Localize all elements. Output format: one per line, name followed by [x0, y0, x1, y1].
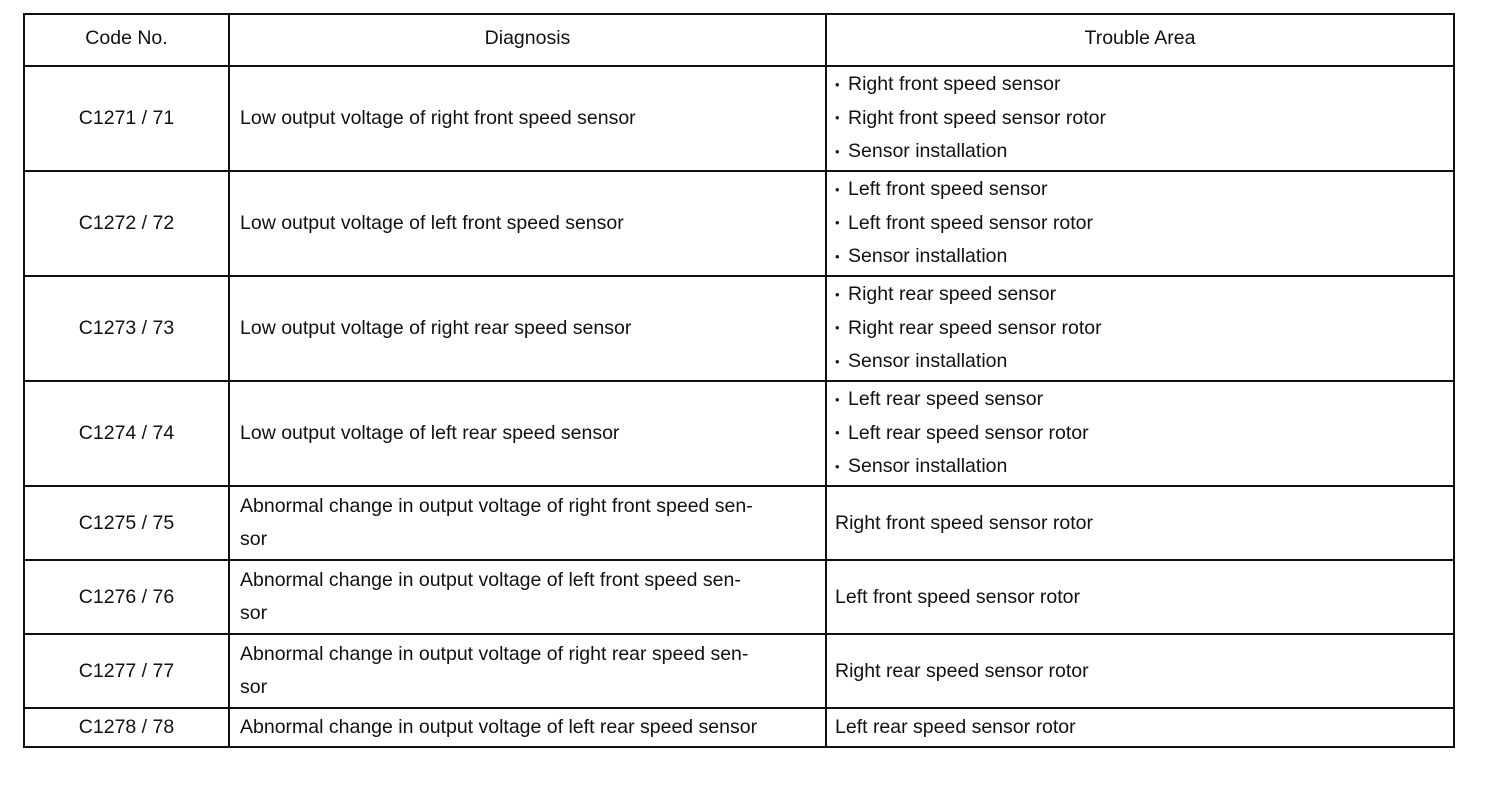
- diagnosis-line: sor: [240, 676, 268, 698]
- trouble-area-item: [835, 278, 1443, 311]
- dtc-table: [23, 13, 1455, 748]
- table-row: [24, 276, 1454, 381]
- diagnosis-cell: Low output voltage of left rear speed sensor: [229, 381, 826, 486]
- table-row: [24, 171, 1454, 276]
- trouble-area-list: [835, 68, 1443, 168]
- bullet-icon: •: [835, 76, 840, 92]
- code-cell: C1276 / 76: [24, 560, 229, 634]
- trouble-area-item: [835, 240, 1443, 273]
- trouble-area-item: [835, 207, 1443, 240]
- code-cell: C1275 / 75: [24, 486, 229, 560]
- diagnosis-cell: Low output voltage of right front speed sensor: [229, 66, 826, 171]
- bullet-icon: •: [835, 320, 840, 336]
- bullet-icon: •: [835, 425, 840, 441]
- diagnosis-line: sor: [240, 602, 268, 624]
- trouble-area-item: [835, 345, 1443, 378]
- table-row: [24, 560, 1454, 634]
- trouble-area-text: Left rear speed sensor rotor: [848, 421, 1089, 444]
- table-body: [24, 66, 1454, 747]
- bullet-icon: •: [835, 143, 840, 159]
- diagnosis-line: Abnormal change in output voltage of right front speed sen-: [240, 495, 753, 517]
- trouble-area-text: Sensor installation: [848, 140, 1008, 163]
- trouble-area-cell: Right front speed sensor rotor: [826, 486, 1454, 560]
- header-diagnosis: Diagnosis: [229, 14, 826, 66]
- trouble-area-item: [835, 173, 1443, 206]
- trouble-area-cell: Right rear speed sensor rotor: [826, 634, 1454, 708]
- header-code: Code No.: [24, 14, 229, 66]
- trouble-area-text: Right front speed sensor rotor: [848, 106, 1106, 129]
- code-cell: C1272 / 72: [24, 171, 229, 276]
- bullet-icon: •: [835, 110, 840, 126]
- trouble-area-item: [835, 417, 1443, 450]
- trouble-area-item: [835, 312, 1443, 345]
- trouble-area-text: Left front speed sensor rotor: [848, 211, 1093, 234]
- bullet-icon: •: [835, 181, 840, 197]
- trouble-area-cell: [826, 171, 1454, 276]
- trouble-area-cell: Left front speed sensor rotor: [826, 560, 1454, 634]
- trouble-area-item: [835, 450, 1443, 483]
- trouble-area-text: Sensor installation: [848, 455, 1008, 478]
- trouble-area-text: Left front speed sensor: [848, 178, 1048, 201]
- trouble-area-cell: [826, 276, 1454, 381]
- bullet-icon: •: [835, 391, 840, 407]
- trouble-area-text: Sensor installation: [848, 350, 1008, 373]
- bullet-icon: •: [835, 353, 840, 369]
- bullet-icon: •: [835, 215, 840, 231]
- table-row: [24, 486, 1454, 560]
- diagnosis-line: sor: [240, 528, 268, 550]
- table-row: [24, 381, 1454, 486]
- code-cell: C1278 / 78: [24, 708, 229, 747]
- trouble-area-text: Right rear speed sensor rotor: [848, 316, 1102, 339]
- trouble-area-text: Sensor installation: [848, 245, 1008, 268]
- trouble-area-cell: Left rear speed sensor rotor: [826, 708, 1454, 747]
- table-row: [24, 66, 1454, 171]
- trouble-area-item: [835, 135, 1443, 168]
- table-header: [24, 14, 1454, 66]
- trouble-area-item: [835, 68, 1443, 101]
- table-row: [24, 708, 1454, 747]
- trouble-area-cell: [826, 381, 1454, 486]
- bullet-icon: •: [835, 458, 840, 474]
- diagnosis-line: Abnormal change in output voltage of right rear speed sen-: [240, 643, 749, 665]
- trouble-area-text: Right rear speed sensor: [848, 283, 1057, 306]
- trouble-area-list: [835, 383, 1443, 483]
- bullet-icon: •: [835, 248, 840, 264]
- diagnosis-line: Abnormal change in output voltage of left front speed sen-: [240, 569, 741, 591]
- code-cell: C1274 / 74: [24, 381, 229, 486]
- diagnosis-cell: [229, 486, 826, 560]
- trouble-area-list: [835, 173, 1443, 273]
- header-trouble-area: Trouble Area: [826, 14, 1454, 66]
- code-cell: C1271 / 71: [24, 66, 229, 171]
- diagnosis-cell: [229, 560, 826, 634]
- code-cell: C1277 / 77: [24, 634, 229, 708]
- header-row: [24, 14, 1454, 66]
- diagnosis-cell: Low output voltage of right rear speed sensor: [229, 276, 826, 381]
- trouble-area-list: [835, 278, 1443, 378]
- trouble-area-item: [835, 102, 1443, 135]
- trouble-area-text: Right front speed sensor: [848, 73, 1061, 96]
- diagnosis-cell: Low output voltage of left front speed sensor: [229, 171, 826, 276]
- diagnosis-cell: [229, 634, 826, 708]
- trouble-area-text: Left rear speed sensor: [848, 388, 1044, 411]
- code-cell: C1273 / 73: [24, 276, 229, 381]
- trouble-area-cell: [826, 66, 1454, 171]
- table-row: [24, 634, 1454, 708]
- trouble-area-item: [835, 383, 1443, 416]
- bullet-icon: •: [835, 286, 840, 302]
- diagnosis-cell: Abnormal change in output voltage of left rear speed sensor: [229, 708, 826, 747]
